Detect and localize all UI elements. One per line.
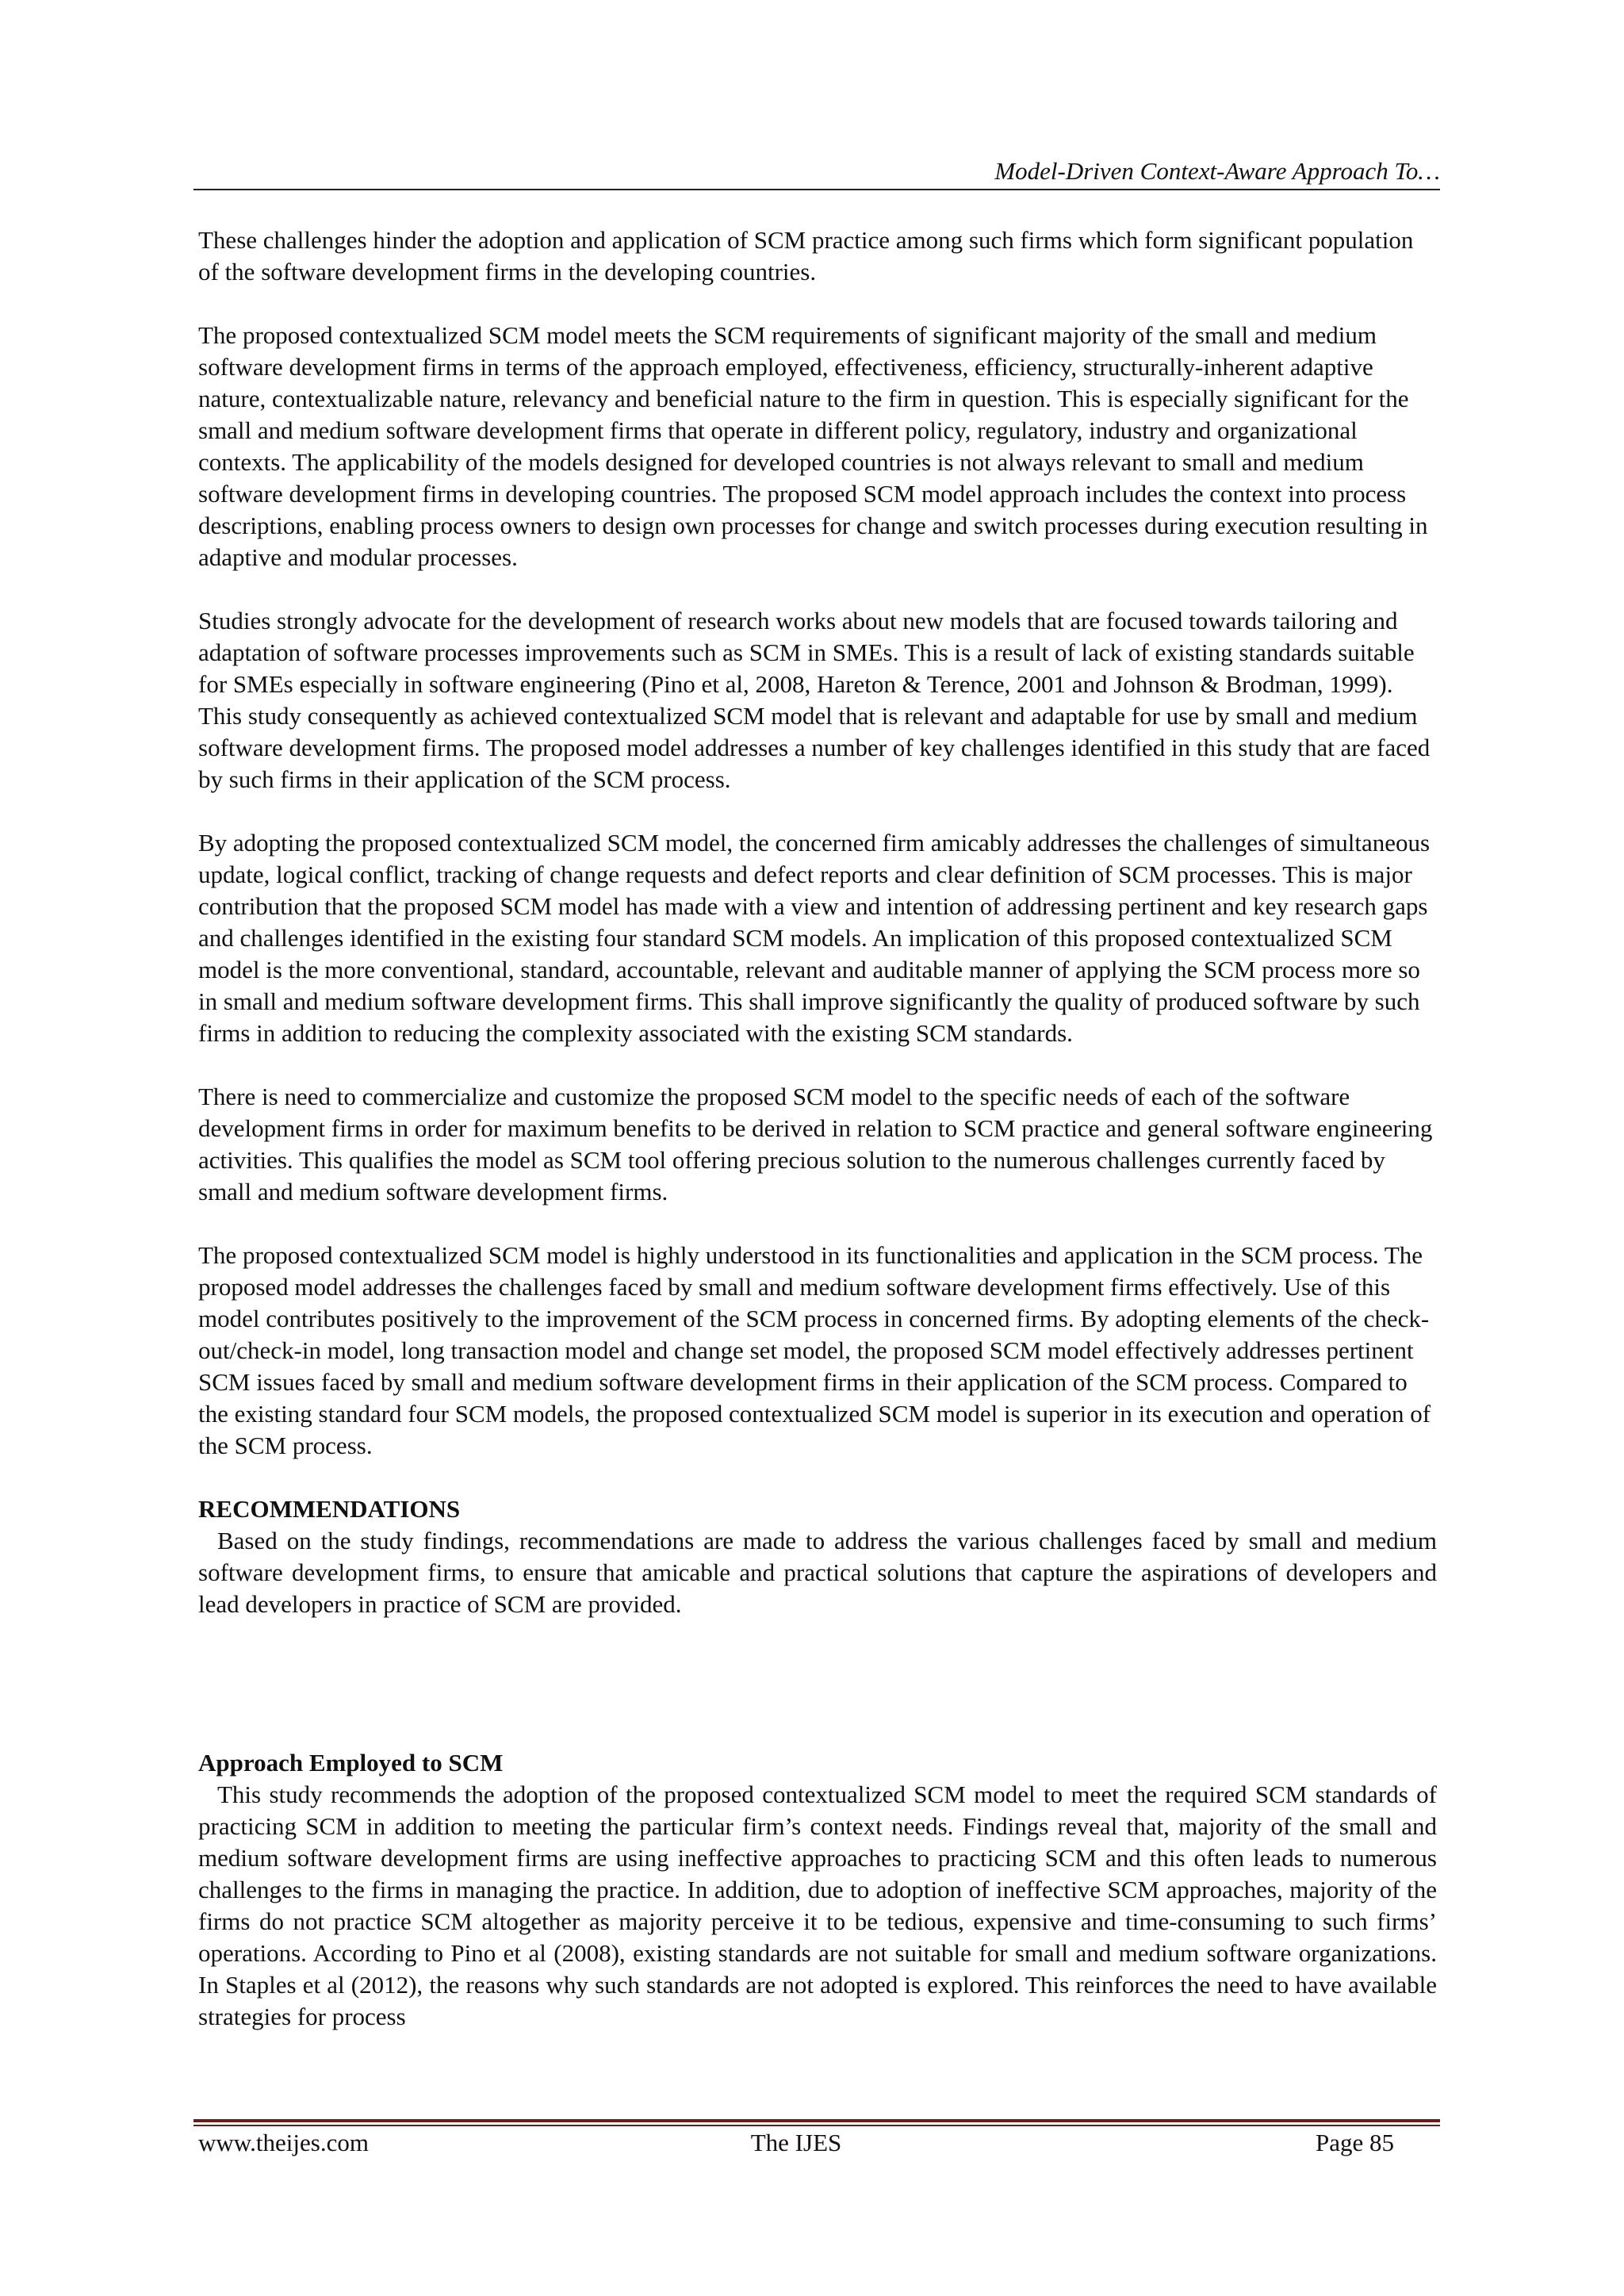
paragraph-4: By adopting the proposed contextualized SCM model, the concerned firm amicably addresses the challenges of simultaneous update, logical conflict, tracking of change requests and defect reports and clear definition of SCM processes. This is major contribution that the proposed SCM model has made with a view and intention of addressing pertinent and key research gaps and challenges identified in the existing four standard SCM models. An implication of this proposed contextualized SCM model is the more conventional, standard, accountable, relevant and auditable manner of applying the SCM process more so in small and medium software development firms. This shall improve significantly the quality of produced software by such firms in addition to reducing the complexity associated with the existing SCM standards. — [198, 829, 1431, 1047]
paragraph-1: These challenges hinder the adoption and application of SCM practice among such firms which form significant population of the software development firms in the developing countries. — [198, 226, 1414, 286]
paragraph-2: The proposed contextualized SCM model meets the SCM requirements of significant majority of the small and medium software development firms in terms of the approach employed, effectiveness, efficiency, structurally-inherent adaptive nature, contextualizable nature, relevancy and beneficial nature to the firm in question. This is especially significant for the small and medium software development firms that operate in different policy, regulatory, industry and organizational contexts. The applicability of the models designed for developed countries is not always relevant to small and medium software development firms in developing countries. The proposed SCM model approach includes the context into process descriptions, enabling process owners to design own processes for change and switch processes during execution resulting in adaptive and modular processes. — [198, 321, 1428, 571]
footer-divider-thin — [193, 2125, 1440, 2126]
footer-website: www.theijes.com — [198, 2129, 369, 2156]
paragraph-3: Studies strongly advocate for the development of research works about new models that are focused towards tailoring and adaptation of software processes improvements such as SCM in SMEs. This is a result of lack of existing standards suitable for SMEs especially in software engineering (Pino et al, 2008, Hareton & Terence, 2001 and Johnson & Brodman, 1999). This study consequently as achieved contextualized SCM model that is relevant and adaptable for use by small and medium software development firms. The proposed model addresses a number of key challenges identified in this study that are faced by such firms in their application of the SCM process. — [198, 607, 1431, 793]
paragraph-6: The proposed contextualized SCM model is highly understood in its functionalities and application in the SCM process. The proposed model addresses the challenges faced by small and medium software development firms effectively. Use of this model contributes positively to the improvement of the SCM process in concerned firms. By adopting elements of the check-out/check-in model, long transaction model and change set model, the proposed SCM model effectively addresses pertinent SCM issues faced by small and medium software development firms in their application of the SCM process. Compared to the existing standard four SCM models, the proposed contextualized SCM model is superior in its execution and operation of the SCM process. — [198, 1241, 1431, 1459]
section-spacer — [198, 1652, 1437, 1747]
footer-divider-thick — [193, 2119, 1440, 2122]
footer-journal: The IJES — [750, 2129, 842, 2156]
page-body — [198, 224, 1437, 2064]
recommendations-paragraph: Based on the study findings, recommendations are made to address the various challenges faced by small and medium software development firms, to ensure that amicable and practical solutions that capture the aspirations of developers and lead developers in practice of SCM are provided. — [198, 1527, 1437, 1618]
paragraph-5: There is need to commercialize and customize the proposed SCM model to the specific needs of each of the software development firms in order for maximum benefits to be derived in relation to SCM practice and general software engineering activities. This qualifies the model as SCM tool offering precious solution to the numerous challenges currently faced by small and medium software development firms. — [198, 1083, 1433, 1205]
running-title: Model-Driven Context-Aware Approach To… — [994, 157, 1440, 185]
footer-page-number: Page 85 — [1315, 2129, 1394, 2156]
recommendations-heading: RECOMMENDATIONS — [198, 1495, 461, 1523]
approach-paragraph: This study recommends the adoption of the proposed contextualized SCM model to meet the required SCM standards of practicing SCM in addition to meeting the particular firm’s context needs. Findings reveal that, majority of the small and medium software development firms are using ineffective approaches to practicing SCM and this often leads to numerous challenges to the firms in managing the practice. In addition, due to adoption of ineffective SCM approaches, majority of the firms do not practice SCM altogether as majority perceive it to be tedious, expensive and time-consuming to such firms’ operations. According to Pino et al (2008), existing standards are not suitable for small and medium software organizations. In Staples et al (2012), the reasons why such standards are not adopted is explored. This reinforces the need to have available strategies for process — [198, 1780, 1437, 2030]
header-divider — [193, 189, 1440, 190]
approach-heading: Approach Employed to SCM — [198, 1749, 504, 1777]
